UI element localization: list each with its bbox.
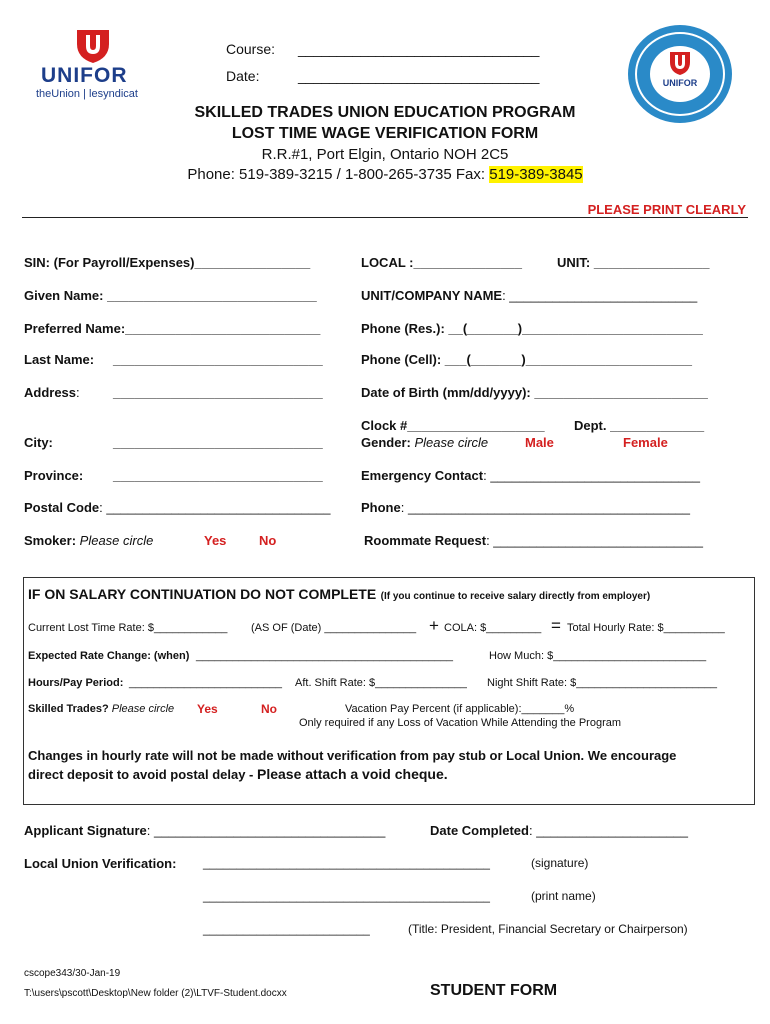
expected-change-label: Expected Rate Change: (when) <box>28 650 190 662</box>
gender-hint: Please circle <box>414 435 489 450</box>
date-completed-label: Date Completed <box>430 823 529 838</box>
address-line[interactable]: _____________________________ <box>113 385 323 400</box>
office-fax: 519-389-3845 <box>489 166 583 183</box>
date-completed-line[interactable]: : _____________________ <box>528 823 689 838</box>
last-name-label: Last Name: <box>24 352 95 367</box>
date-line[interactable]: _______________________________ <box>298 68 540 84</box>
local-verification-label: Local Union Verification: <box>24 856 177 871</box>
salary-heading-note: (If you continue to receive salary directly from employer) <box>380 591 651 602</box>
total-rate-field[interactable]: Total Hourly Rate: $__________ <box>567 622 725 634</box>
vacation-note: Only required if any Loss of Vacation While Attending the Program <box>299 717 622 729</box>
salary-heading: IF ON SALARY CONTINUATION DO NOT COMPLETE <box>28 586 377 602</box>
smoker-yes-option[interactable]: Yes <box>204 533 227 548</box>
given-name-field[interactable]: Given Name: _____________________________ <box>24 288 317 303</box>
cola-field[interactable]: COLA: $_________ <box>444 622 542 634</box>
city-label: City: <box>24 435 53 450</box>
office-phone: Phone: 519-389-3215 / 1-800-265-3735 Fax: <box>187 166 490 183</box>
student-form-label: STUDENT FORM <box>430 982 558 999</box>
dob-field[interactable]: Date of Birth (mm/dd/yyyy): ________________________ <box>361 385 708 400</box>
phone-cell-field[interactable]: Phone (Cell): ___(_______)_______________________ <box>361 352 693 367</box>
preferred-name-field[interactable]: Preferred Name:___________________________ <box>24 321 321 336</box>
night-shift-field[interactable]: Night Shift Rate: $_______________________ <box>487 677 717 689</box>
date-label: Date: <box>226 68 260 84</box>
phone-line[interactable]: : _______________________________________ <box>400 500 690 515</box>
unifor-logo: UNIFOR theUnion | lesyndicat <box>30 28 160 103</box>
smoker-hint: Please circle <box>79 533 154 548</box>
title-note: (Title: President, Financial Secretary or Chairperson) <box>408 922 688 936</box>
hours-pay-line[interactable]: _________________________ <box>129 677 282 689</box>
gender-male-option[interactable]: Male <box>525 435 554 450</box>
province-line[interactable]: _____________________________ <box>113 468 323 483</box>
changes-notice-line1: Changes in hourly rate will not be made without verification from pay stub or Local Union. We encourage <box>28 748 677 763</box>
address-label: Address <box>24 385 77 400</box>
roommate-label: Roommate Request <box>364 533 487 548</box>
smoker-label: Smoker: <box>24 533 77 548</box>
applicant-signature-line[interactable]: : ________________________________ <box>146 823 386 838</box>
expected-change-line[interactable]: __________________________________________ <box>196 650 453 662</box>
equals-sign: = <box>551 616 561 635</box>
phone-label: Phone <box>361 500 401 515</box>
sin-field[interactable]: SIN: (For Payroll/Expenses)________________ <box>24 255 311 270</box>
skilled-trades-hint: Please circle <box>111 703 175 715</box>
last-name-line[interactable]: _____________________________ <box>113 352 323 367</box>
program-title: SKILLED TRADES UNION EDUCATION PROGRAM <box>194 104 576 121</box>
skilled-no-option[interactable]: No <box>261 702 277 716</box>
unit-company-label: UNIT/COMPANY NAME <box>361 288 503 303</box>
current-rate-field[interactable]: Current Lost Time Rate: $____________ <box>28 622 228 634</box>
gender-label: Gender: <box>361 435 411 450</box>
verification-title-line[interactable]: _________________________ <box>203 922 370 936</box>
unit-field[interactable]: UNIT: ________________ <box>557 255 710 270</box>
city-line[interactable]: _____________________________ <box>113 435 323 450</box>
office-address: R.R.#1, Port Elgin, Ontario NOH 2C5 <box>261 146 509 163</box>
print-name-note: (print name) <box>531 889 596 903</box>
emergency-contact-line[interactable]: : _____________________________ <box>483 468 700 483</box>
tagline-le-syndicat: lesyndicat <box>89 88 138 100</box>
header-divider <box>22 217 748 218</box>
skilled-yes-option[interactable]: Yes <box>197 702 218 716</box>
emergency-contact-label: Emergency Contact <box>361 468 484 483</box>
unit-company-line[interactable]: : __________________________ <box>502 288 698 303</box>
roommate-line[interactable]: : _____________________________ <box>486 533 703 548</box>
file-path: T:\users\pscott\Desktop\New folder (2)\LTVF-Student.docxx <box>24 988 287 999</box>
gender-female-option[interactable]: Female <box>623 435 668 450</box>
verification-signature-line[interactable]: ___________________________________________ <box>203 856 490 870</box>
province-label: Province: <box>24 468 84 483</box>
postal-code-line[interactable]: : _______________________________ <box>99 500 331 515</box>
how-much-field[interactable]: How Much: $_________________________ <box>489 650 707 662</box>
phone-res-field[interactable]: Phone (Res.): __(_______)_________________________ <box>361 321 703 336</box>
tagline-the-union: theUnion <box>36 88 81 100</box>
verification-print-line[interactable]: ___________________________________________ <box>203 889 490 903</box>
plus-sign: + <box>429 616 439 635</box>
smoker-no-option[interactable]: No <box>259 533 277 548</box>
please-print-notice: PLEASE PRINT CLEARLY <box>587 202 746 217</box>
vacation-pay-field[interactable]: Vacation Pay Percent (if applicable):_______% <box>345 703 575 715</box>
address-colon: : <box>76 385 80 400</box>
unifor-wordmark: UNIFOR <box>41 64 128 87</box>
postal-code-label: Postal Code <box>24 500 100 515</box>
course-line[interactable]: _______________________________ <box>298 41 540 57</box>
as-of-date-field[interactable]: (AS OF (Date) _______________ <box>251 622 417 634</box>
seal-wordmark: UNIFOR <box>662 78 698 88</box>
void-cheque-notice: Please attach a void cheque. <box>257 766 448 782</box>
course-label: Course: <box>226 41 276 57</box>
applicant-signature-label: Applicant Signature <box>24 823 147 838</box>
changes-notice-line2: direct deposit to avoid postal delay - <box>28 767 257 782</box>
aft-shift-field[interactable]: Aft. Shift Rate: $_______________ <box>295 677 467 689</box>
document-code: cscope343/30-Jan-19 <box>24 968 121 979</box>
dept-field[interactable]: Dept. _____________ <box>574 418 705 433</box>
hours-pay-label: Hours/Pay Period: <box>28 677 124 689</box>
form-title: LOST TIME WAGE VERIFICATION FORM <box>231 125 539 142</box>
unifor-shield-icon <box>73 28 113 64</box>
signature-note: (signature) <box>531 856 589 870</box>
skilled-trades-label: Skilled Trades? <box>28 703 109 715</box>
clock-field[interactable]: Clock #___________________ <box>361 418 545 433</box>
local-field[interactable]: LOCAL :_______________ <box>361 255 522 270</box>
